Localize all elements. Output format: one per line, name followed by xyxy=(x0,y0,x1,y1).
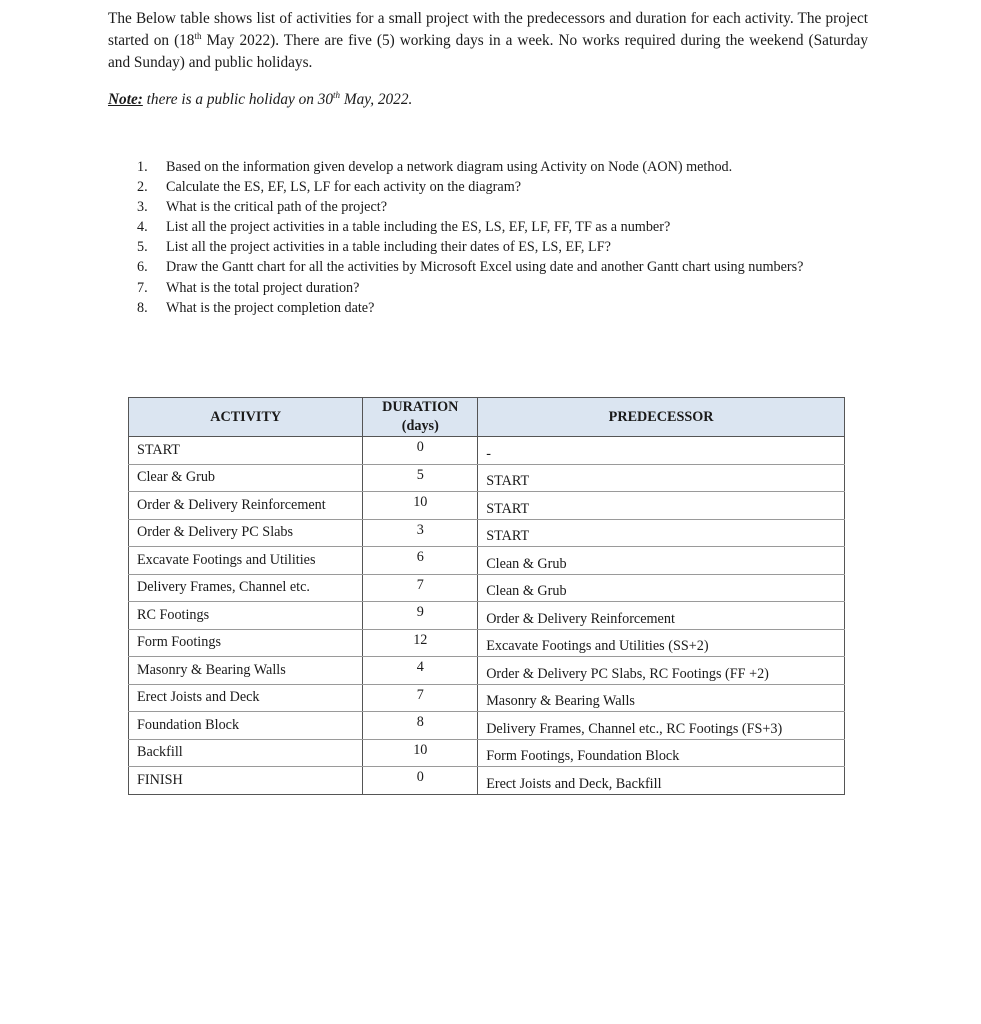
question-item xyxy=(137,177,803,197)
table-row xyxy=(129,657,845,685)
intro-text-continued: May 2022). There are five (5) working days in a week. No works required during the weekend (Saturday and Sunday) and public holidays. xyxy=(108,32,868,71)
duration-cell: 7 xyxy=(363,684,478,712)
duration-cell: 8 xyxy=(363,712,478,740)
note-text-continued: May, 2022. xyxy=(340,91,413,108)
note-superscript: th xyxy=(333,89,341,100)
predecessor-cell: START xyxy=(478,492,845,520)
question-item xyxy=(137,237,803,257)
note-text: there is a public holiday on 30 xyxy=(142,91,334,108)
activity-cell: Clear & Grub xyxy=(129,464,363,492)
intro-text: The Below table shows list of activities for a small project with the predecessors and duration for each activity. The project started on (18 xyxy=(108,10,868,49)
table-row xyxy=(129,464,845,492)
activity-cell: Form Footings xyxy=(129,629,363,657)
table-row xyxy=(129,492,845,520)
question-item xyxy=(137,257,803,277)
question-item xyxy=(137,157,803,177)
table-row xyxy=(129,712,845,740)
question-item xyxy=(137,278,803,298)
duration-cell: 0 xyxy=(363,437,478,465)
question-item xyxy=(137,217,803,237)
question-number: 2. xyxy=(137,179,148,196)
question-text: Calculate the ES, EF, LS, LF for each activity on the diagram? xyxy=(166,179,522,196)
duration-cell: 7 xyxy=(363,574,478,602)
predecessor-cell: START xyxy=(478,464,845,492)
duration-cell: 0 xyxy=(363,767,478,795)
table-row xyxy=(129,437,845,465)
duration-cell: 12 xyxy=(363,629,478,657)
predecessor-cell: Masonry & Bearing Walls xyxy=(478,684,845,712)
table-row xyxy=(129,767,845,795)
question-number: 1. xyxy=(137,159,148,175)
question-text: List all the project activities in a table including the ES, LS, EF, LF, FF, TF as a number? xyxy=(166,219,671,236)
predecessor-cell: Excavate Footings and Utilities (SS+2) xyxy=(478,629,845,657)
header-duration-label: DURATION xyxy=(382,399,459,415)
table-row xyxy=(129,739,845,767)
table-row xyxy=(129,547,845,575)
question-text: What is the critical path of the project? xyxy=(166,199,387,216)
activity-cell: Foundation Block xyxy=(129,712,363,740)
activity-cell: Order & Delivery Reinforcement xyxy=(129,492,363,520)
predecessor-cell: - xyxy=(478,437,845,465)
question-item xyxy=(137,197,803,217)
header-duration-unit: (days) xyxy=(401,418,439,434)
table-row xyxy=(129,602,845,630)
predecessor-cell: Order & Delivery Reinforcement xyxy=(478,602,845,630)
duration-cell: 3 xyxy=(363,519,478,547)
duration-cell: 9 xyxy=(363,602,478,630)
activity-cell: RC Footings xyxy=(129,602,363,630)
predecessor-cell: Erect Joists and Deck, Backfill xyxy=(478,767,845,795)
question-number: 3. xyxy=(137,199,148,216)
activities-table xyxy=(128,397,845,795)
table-row xyxy=(129,519,845,547)
table-row xyxy=(129,684,845,712)
question-text: List all the project activities in a table including their dates of ES, LS, EF, LF? xyxy=(166,239,611,256)
question-number: 7. xyxy=(137,279,148,296)
predecessor-cell: Clean & Grub xyxy=(478,574,845,602)
duration-cell: 10 xyxy=(363,739,478,767)
intro-superscript: th xyxy=(194,30,202,41)
activity-cell: Delivery Frames, Channel etc. xyxy=(129,574,363,602)
predecessor-cell: Clean & Grub xyxy=(478,547,845,575)
activity-cell: Masonry & Bearing Walls xyxy=(129,657,363,685)
activity-cell: START xyxy=(129,437,363,465)
table-row xyxy=(129,629,845,657)
activity-cell: Order & Delivery PC Slabs xyxy=(129,519,363,547)
intro-paragraph xyxy=(108,8,868,74)
predecessor-cell: START xyxy=(478,519,845,547)
questions-list xyxy=(137,157,803,318)
question-text: What is the project completion date? xyxy=(166,299,375,316)
question-text: What is the total project duration? xyxy=(166,279,360,296)
predecessor-cell: Delivery Frames, Channel etc., RC Footings (FS+3) xyxy=(478,712,845,740)
question-text: Based on the information given develop a network diagram using Activity on Node (AON) method. xyxy=(166,159,733,175)
duration-cell: 10 xyxy=(363,492,478,520)
table-body xyxy=(129,437,845,795)
question-number: 4. xyxy=(137,219,148,236)
question-number: 6. xyxy=(137,259,148,276)
header-predecessor: PREDECESSOR xyxy=(478,398,845,437)
header-duration xyxy=(363,398,478,437)
activity-cell: Erect Joists and Deck xyxy=(129,684,363,712)
predecessor-cell: Form Footings, Foundation Block xyxy=(478,739,845,767)
note-line xyxy=(108,89,412,111)
table-header-row xyxy=(129,398,845,437)
question-number: 8. xyxy=(137,299,148,316)
header-activity: ACTIVITY xyxy=(129,398,363,437)
predecessor-cell: Order & Delivery PC Slabs, RC Footings (FF +2) xyxy=(478,657,845,685)
duration-cell: 4 xyxy=(363,657,478,685)
activity-cell: Backfill xyxy=(129,739,363,767)
question-number: 5. xyxy=(137,239,148,256)
activity-cell: Excavate Footings and Utilities xyxy=(129,547,363,575)
question-text: Draw the Gantt chart for all the activities by Microsoft Excel using date and another Gantt chart using numbers? xyxy=(166,259,804,276)
table-row xyxy=(129,574,845,602)
question-item xyxy=(137,298,803,318)
duration-cell: 6 xyxy=(363,547,478,575)
duration-cell: 5 xyxy=(363,464,478,492)
activity-cell: FINISH xyxy=(129,767,363,795)
note-label: Note: xyxy=(108,91,143,108)
